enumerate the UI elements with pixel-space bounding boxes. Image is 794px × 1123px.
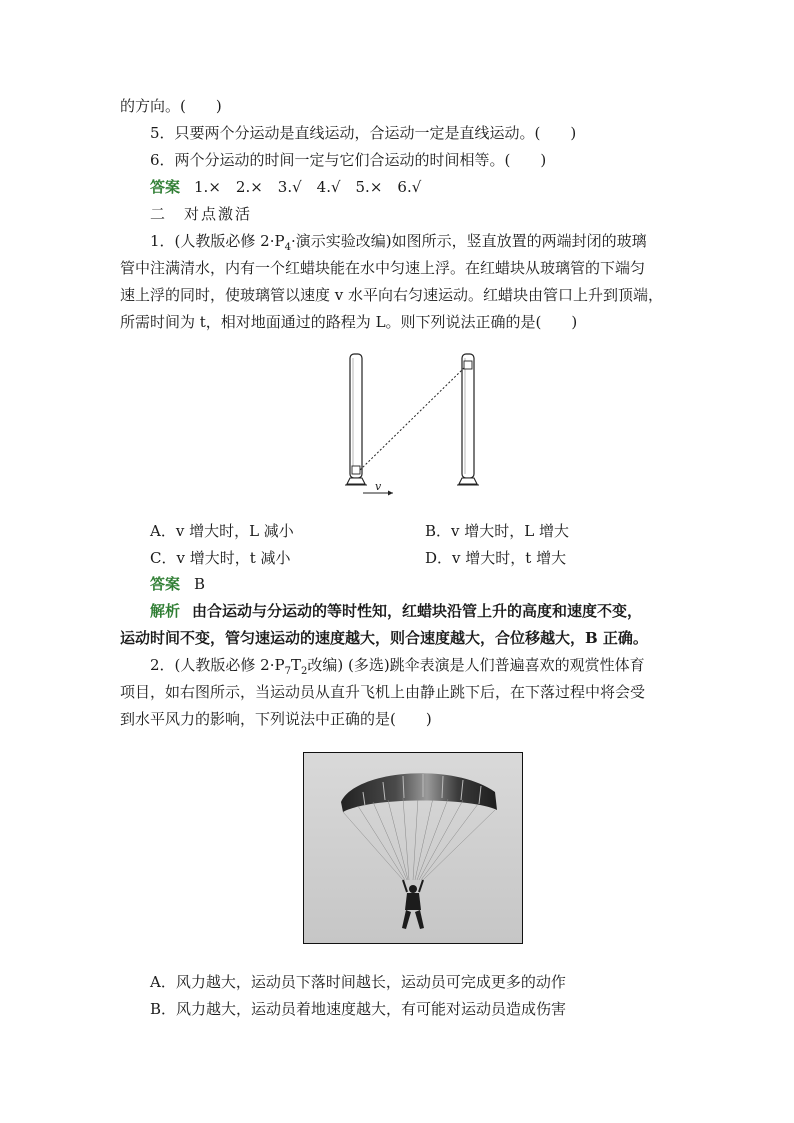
arrow-head-icon (388, 491, 393, 496)
parachutist-photo (303, 752, 523, 944)
glass-tube-figure (345, 352, 485, 502)
answer-label: 答案 (150, 575, 181, 593)
text: T (290, 656, 301, 674)
red-wax-block (352, 466, 360, 474)
subscript: 4 (284, 242, 291, 253)
text: 6．两个分运动的时间一定与它们合运动的时间相等。( ) (150, 151, 547, 169)
text: 5．只要两个分运动是直线运动，合运动一定是直线运动。( ) (150, 124, 577, 142)
analysis-label: 解析 (150, 602, 181, 620)
text-line (120, 96, 222, 116)
q2-option-a (150, 972, 566, 992)
text: 管中注满清水，内有一个红蜡块能在水中匀速上浮。在红蜡块从玻璃管的下端匀 (120, 259, 646, 277)
question-1-line-2 (120, 258, 645, 278)
question-1-line-1 (150, 231, 647, 258)
option-a (150, 520, 294, 541)
text: D．v 增大时，t 增大 (425, 549, 567, 567)
text: ·演示实验改编)如图所示，竖直放置的两端封闭的玻璃 (290, 232, 647, 250)
text: A．v 增大时，L 减小 (150, 522, 294, 540)
red-wax-block-top (464, 361, 472, 369)
left-tube (350, 354, 362, 478)
option-b (425, 520, 569, 541)
answer-line (150, 177, 421, 197)
subscript: 2 (300, 666, 308, 677)
text: 的方向。( ) (120, 97, 222, 115)
trajectory-line (360, 367, 465, 470)
subscript: 7 (284, 666, 291, 677)
option-c (150, 547, 291, 568)
text: 速上浮的同时，使玻璃管以速度 v 水平向右匀速运动。红蜡块由管口上升到顶端， (120, 286, 664, 304)
q2-option-b (150, 999, 566, 1019)
q1-answer (150, 574, 205, 594)
option-d (425, 547, 566, 568)
right-tube (462, 354, 474, 478)
answer-values: 1.× 2.× 3.√ 4.√ 5.× 6.√ (194, 178, 422, 196)
text: B．v 增大时，L 增大 (425, 522, 569, 540)
text: 项目，如右图所示，当运动员从直升飞机上由静止跳下后，在下落过程中将会受 (120, 683, 646, 701)
text: B．风力越大，运动员着地速度越大，有可能对运动员造成伤害 (150, 1000, 567, 1018)
text: 所需时间为 t，相对地面通过的路程为 L。则下列说法正确的是( ) (120, 313, 578, 331)
text: 二 对点激活 (150, 205, 253, 223)
text: 改编) (多选)跳伞表演是人们普遍喜欢的观赏性体育 (307, 656, 645, 674)
question-1-line-3 (120, 285, 663, 305)
velocity-label: v (375, 480, 382, 493)
section-heading (150, 204, 252, 224)
statement-5 (150, 123, 576, 143)
question-2-line-3 (120, 709, 432, 729)
text: 2．(人教版必修 2·P (150, 656, 285, 674)
q1-analysis-line-2 (120, 628, 648, 648)
question-1-line-4 (120, 312, 577, 332)
text: C．v 增大时，t 减小 (150, 549, 291, 567)
text: A．风力越大，运动员下落时间越长，运动员可完成更多的动作 (150, 973, 566, 991)
question-2-line-2 (120, 682, 645, 702)
text: 由合运动与分运动的等时性知，红蜡块沿管上升的高度和速度不变， (192, 602, 643, 620)
answer-value: B (194, 575, 206, 593)
text: 运动时间不变，管匀速运动的速度越大，则合速度越大，合位移越大，B 正确。 (120, 629, 648, 647)
text: 到水平风力的影响，下列说法中正确的是( ) (120, 710, 432, 728)
text: 1．(人教版必修 2·P (150, 232, 285, 250)
q1-analysis-line-1 (150, 601, 642, 621)
statement-6 (150, 150, 546, 170)
answer-label: 答案 (150, 178, 181, 196)
question-2-line-1 (150, 655, 645, 682)
